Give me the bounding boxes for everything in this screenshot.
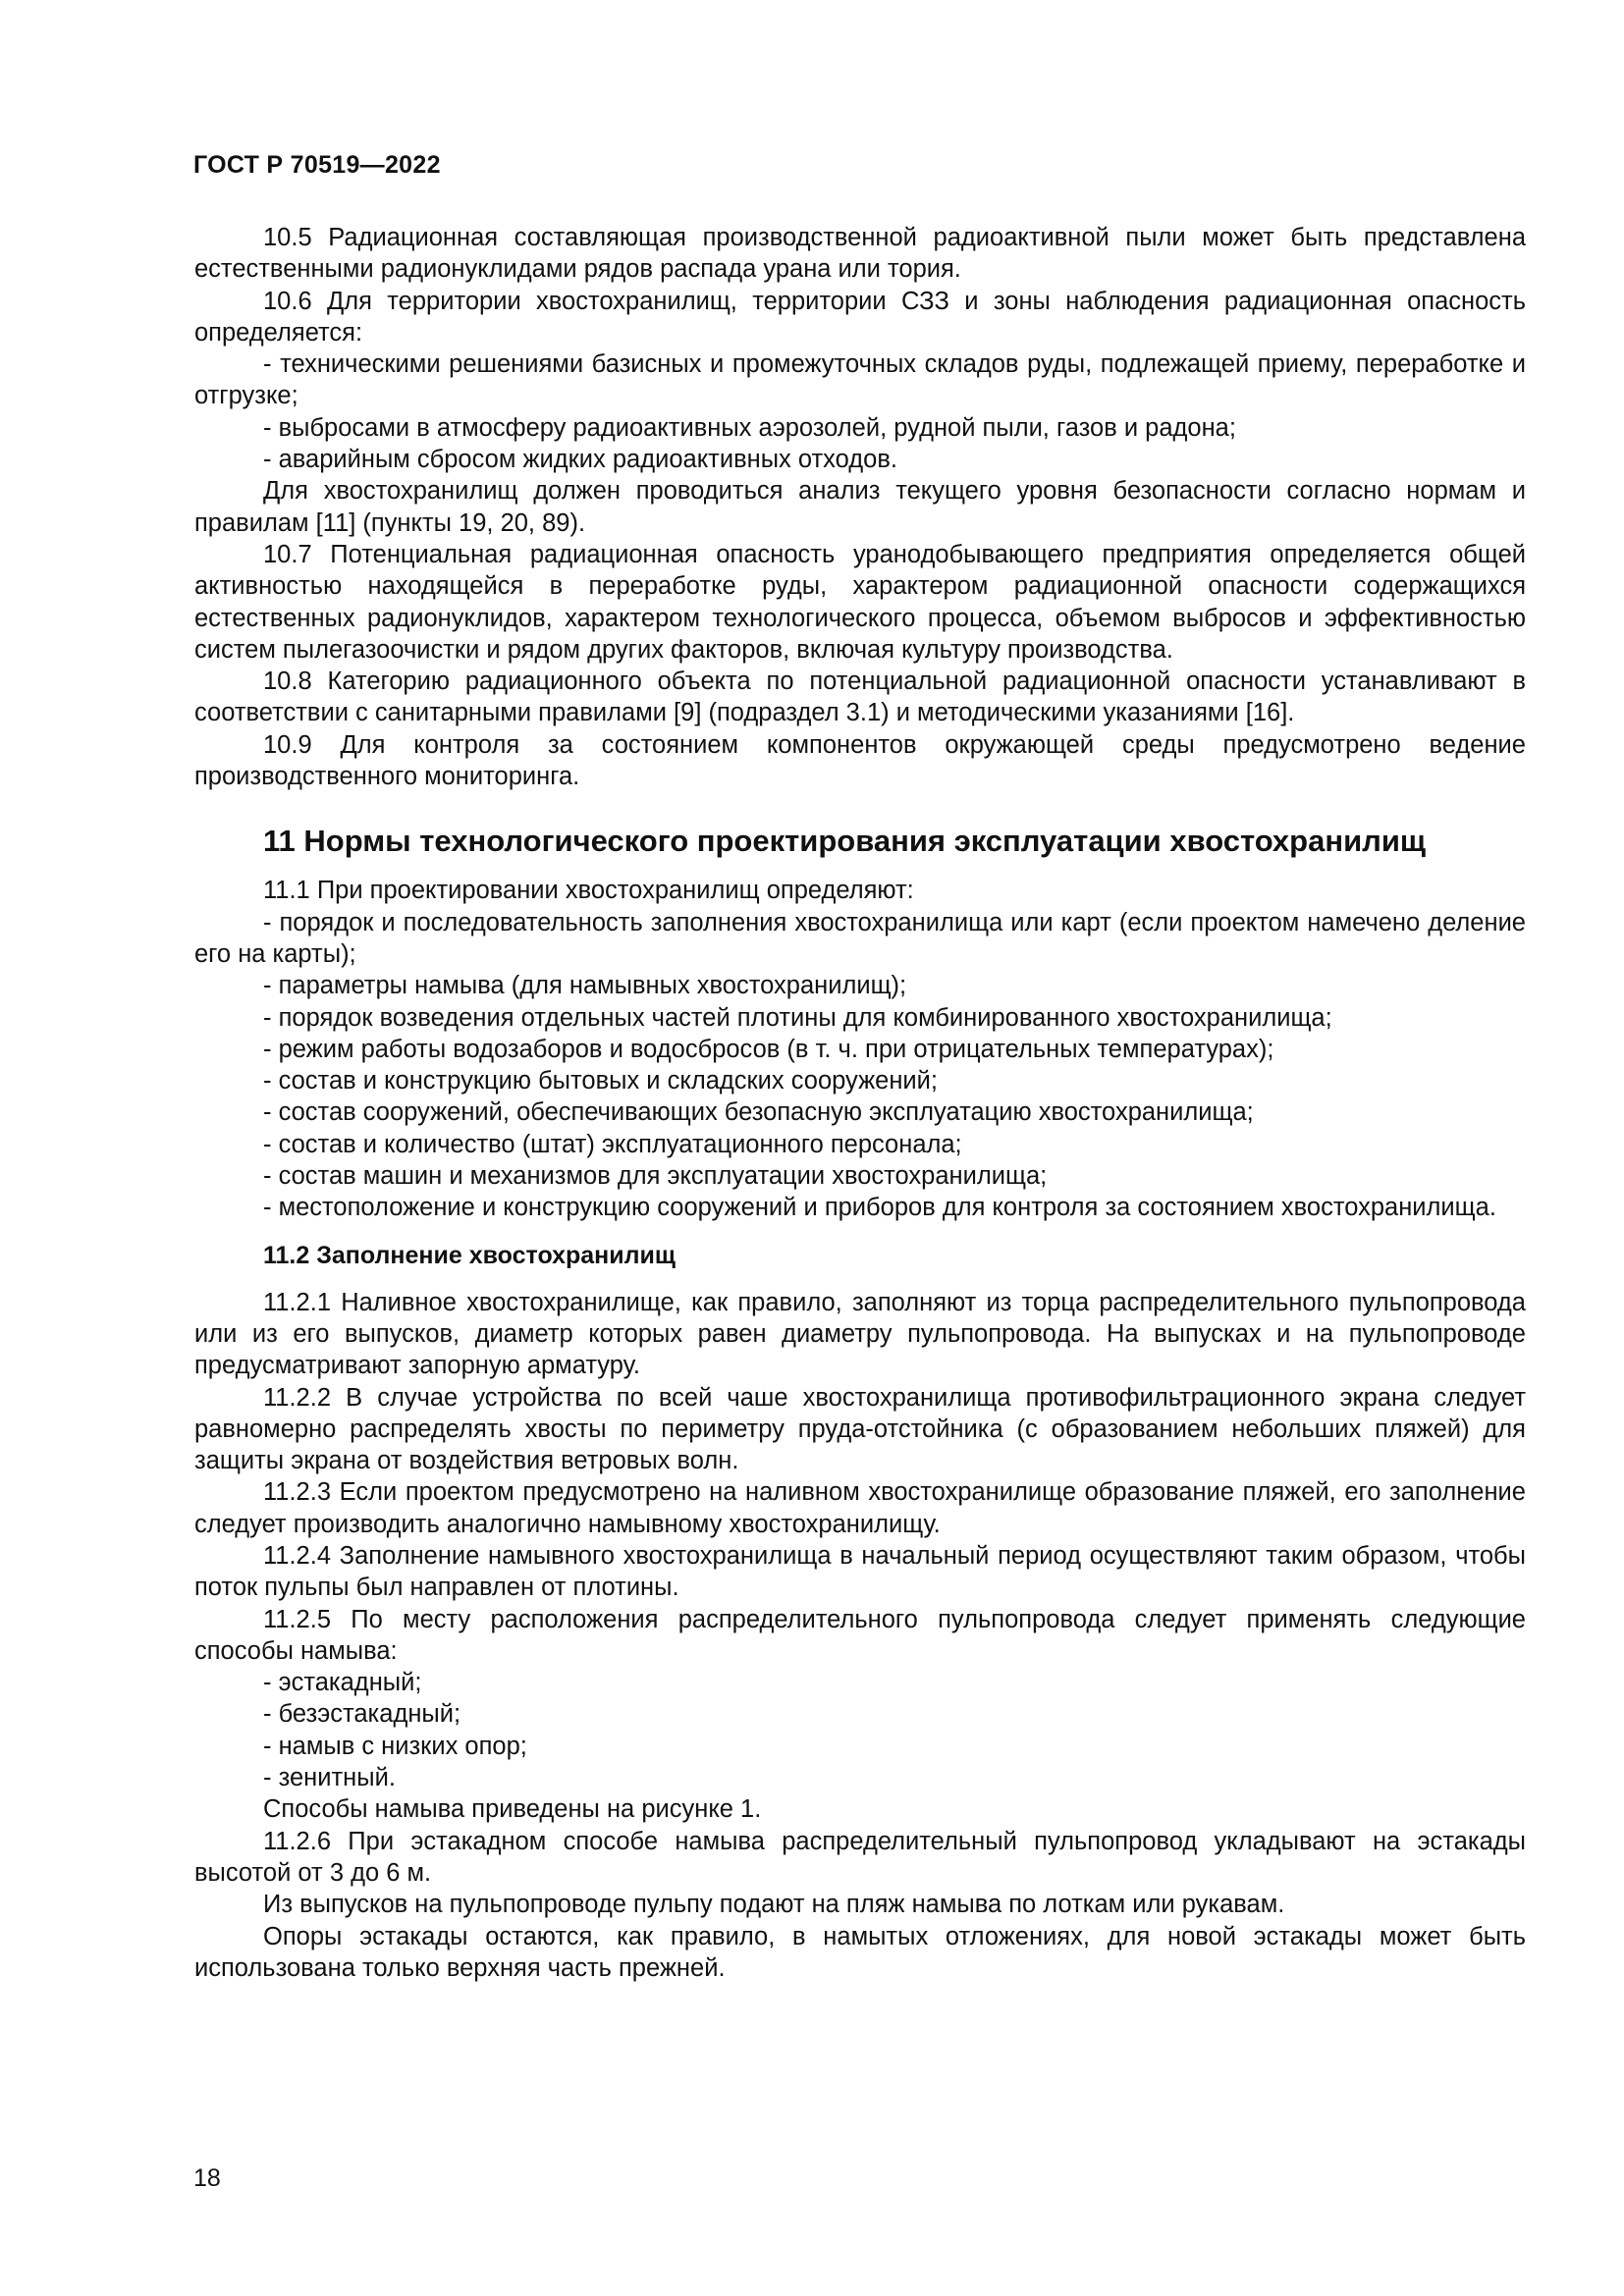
list-item: - состав и конструкцию бытовых и складских сооружений; xyxy=(263,1067,938,1095)
list-item: - техническими решениями базисных и промежуточных складов руды, подлежащей приему, переработке и отгрузке; xyxy=(194,350,1526,410)
paragraph-supports: Опоры эстакады остаются, как правило, в намытых отложениях, для новой эстакады может быть использована только верхняя часть прежней. xyxy=(194,1922,1526,1982)
paragraph-figure-ref: Способы намыва приведены на рисунке 1. xyxy=(263,1795,762,1824)
paragraph-10-5: 10.5 Радиационная составляющая производственной радиоактивной пыли может быть представлена естественными радионуклидами рядов распада урана или тория. xyxy=(194,224,1526,284)
list-item: - состав машин и механизмов для эксплуатации хвостохранилища; xyxy=(263,1162,1048,1191)
list-item: - параметры намыва (для намывных хвостохранилищ); xyxy=(263,972,907,1000)
list-item: - безэстакадный; xyxy=(263,1700,461,1729)
list-item: - режим работы водозаборов и водосбросов (в т. ч. при отрицательных температурах); xyxy=(263,1035,1274,1063)
paragraph-10-9: 10.9 Для контроля за состоянием компонентов окружающей среды предусмотрено ведение производственного мониторинга. xyxy=(194,730,1526,791)
list-item: - состав и количество (штат) эксплуатационного персонала; xyxy=(263,1130,962,1158)
main-text xyxy=(194,222,1526,1984)
paragraph-10-6: 10.6 Для территории хвостохранилищ, территории СЗЗ и зоны наблюдения радиационная опасность определяется: xyxy=(194,287,1526,347)
paragraph-11-2-4: 11.2.4 Заполнение намывного хвостохранилища в начальный период осуществляют таким образом, чтобы поток пульпы был направлен от плотины. xyxy=(194,1541,1526,1602)
list-item: - местоположение и конструкцию сооружений и приборов для контроля за состоянием хвостохранилища. xyxy=(263,1194,1496,1222)
list-item: - эстакадный; xyxy=(263,1669,422,1697)
paragraph-11-2-5: 11.2.5 По месту расположения распределительного пульпопровода следует применять следующие способы намыва: xyxy=(194,1605,1526,1665)
list-item: - аварийным сбросом жидких радиоактивных отходов. xyxy=(263,446,897,474)
subsection-title-11-2: 11.2 Заполнение хвостохранилищ xyxy=(263,1241,676,1269)
paragraph-11-2-1: 11.2.1 Наливное хвостохранилище, как правило, заполняют из торца распределительного пульпопровода или из его выпусков, диаметр которых равен диаметру пульпопровода. На выпусках и на пульпопроводе предусматривают запорную арматуру. xyxy=(194,1288,1526,1380)
paragraph-11-2-6: 11.2.6 При эстакадном способе намыва распределительный пульпопровод укладывают на эстакады высотой от 3 до 6 м. xyxy=(194,1827,1526,1887)
paragraph-11-2-2: 11.2.2 В случае устройства по всей чаше хвостохранилища противофильтрационного экрана следует равномерно распределять хвосты по периметру пруда-отстойника (с образованием небольших пляжей) для защиты экрана от воздействия ветровых волн. xyxy=(194,1383,1526,1475)
list-item: - намыв с низких опор; xyxy=(263,1732,527,1760)
list-item: - порядок и последовательность заполнения хвостохранилища или карт (если проектом намечено деление его на карты); xyxy=(194,908,1526,968)
list-item: - состав сооружений, обеспечивающих безопасную эксплуатацию хвостохранилища; xyxy=(263,1098,1254,1127)
list-item: - выбросами в атмосферу радиоактивных аэрозолей, рудной пыли, газов и радона; xyxy=(263,413,1236,442)
document-header: ГОСТ Р 70519—2022 xyxy=(193,151,441,179)
paragraph-10-7: 10.7 Потенциальная радиационная опасность уранодобывающего предприятия определяется общей активностью находящейся в переработке руды, характером радиационной опасности содержащихся естественных радионуклидов, характером технологического процесса, объемом выбросов и эффективностью систем пылегазоочистки и рядом других факторов, включая культуру производства. xyxy=(194,540,1526,664)
paragraph-11-1: 11.1 При проектировании хвостохранилищ определяют: xyxy=(263,877,914,905)
paragraph-11-2-3: 11.2.3 Если проектом предусмотрено на наливном хвостохранилище образование пляжей, его заполнение следует производить аналогично намывному хвостохранилищу. xyxy=(194,1478,1526,1538)
list-item: - порядок возведения отдельных частей плотины для комбинированного хвостохранилища; xyxy=(263,1003,1332,1032)
paragraph-outlets: Из выпусков на пульпопроводе пульпу подают на пляж намыва по лоткам или рукавам. xyxy=(263,1891,1285,1919)
page-number: 18 xyxy=(193,2164,221,2192)
paragraph-10-8: 10.8 Категорию радиационного объекта по потенциальной радиационной опасности устанавливают в соответствии с санитарными правилами [9] (подраздел 3.1) и методическими указаниями [16]. xyxy=(194,667,1526,727)
paragraph-analysis: Для хвостохранилищ должен проводиться анализ текущего уровня безопасности согласно нормам и правилам [11] (пункты 19, 20, 89). xyxy=(194,477,1526,537)
list-item: - зенитный. xyxy=(263,1764,396,1792)
section-title-11: 11 Нормы технологического проектирования эксплуатации хвостохранилищ xyxy=(263,824,1427,859)
